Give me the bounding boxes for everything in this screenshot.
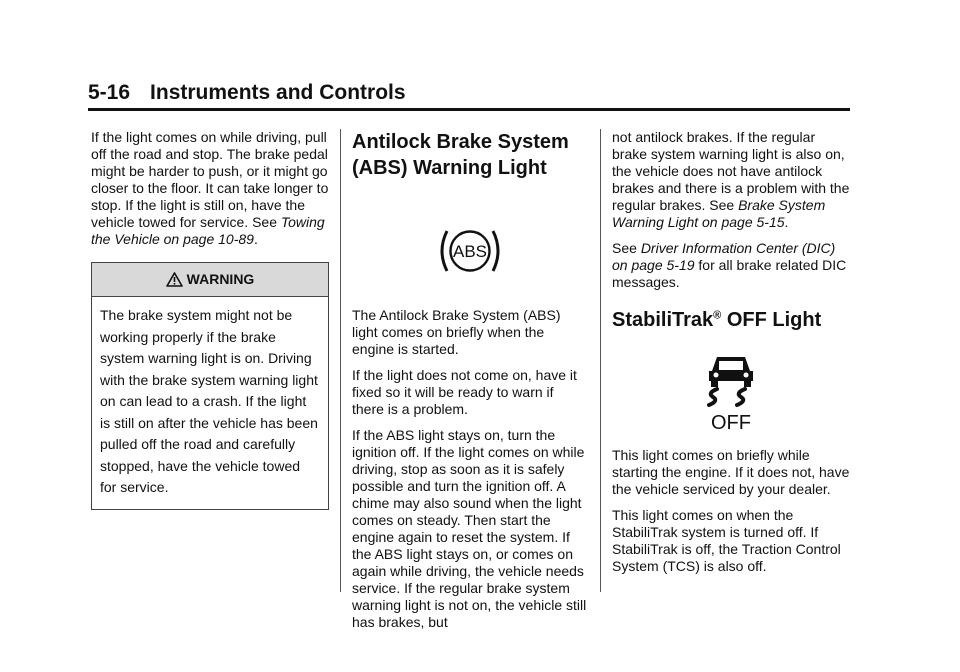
paragraph: If the ABS light stays on, turn the ignition off. If the light comes on while driving, stop as soon as it is safely possible and turn the ignition off. A chime may also sound when the light comes on steady. Then start the engine again to reset the system. If the ABS light stays on, or comes on again while driving, the vehicle needs service. If the regular brake system warning light is not on, the vehicle still has brakes, but bbox=[352, 427, 587, 630]
warning-box bbox=[91, 262, 329, 510]
cross-reference: Towing the Vehicle on page 10-89 bbox=[91, 214, 325, 247]
column-divider bbox=[600, 129, 601, 592]
abs-icon-container bbox=[352, 225, 588, 277]
stabilitrak-heading: StabiliTrak® OFF Light bbox=[612, 309, 822, 331]
warning-header bbox=[92, 263, 328, 297]
warning-triangle-icon bbox=[166, 272, 183, 287]
paragraph: This light comes on briefly while starting the engine. If it does not, have the vehicle serviced by your dealer. bbox=[612, 447, 850, 497]
page-title bbox=[88, 80, 850, 111]
warning-text: The brake system might not be working properly if the brake system warning light is on. Driving with the brake system warning light on can lead to a crash. If the light is still on after the vehicle has been pulled off the road and carefully stopped, have the vehicle towed for service. bbox=[100, 307, 318, 495]
paragraph: not antilock brakes. If the regular brake system warning light is also on, the vehicle does not have antilock brakes and there is a problem with the regular brakes. See Brake System Warning Light on page 5-15. bbox=[612, 129, 850, 230]
cross-reference: Driver Information Center (DIC) on page 5-19 bbox=[612, 240, 836, 273]
stabilitrak-off-icon bbox=[703, 353, 759, 431]
off-icon-label: OFF bbox=[711, 412, 751, 431]
abs-warning-icon bbox=[438, 225, 502, 277]
cross-reference: Brake System Warning Light on page 5-15 bbox=[612, 197, 826, 230]
section-title: Instruments and Controls bbox=[150, 81, 406, 104]
column-2 bbox=[352, 129, 588, 640]
page-number: 5-16 bbox=[88, 81, 131, 104]
paragraph: This light comes on when the StabiliTrak system is turned off. If StabiliTrak is off, the Traction Control System (TCS) is also off. bbox=[612, 507, 841, 574]
warning-title: WARNING bbox=[186, 271, 255, 287]
page-header bbox=[88, 80, 850, 111]
column-divider bbox=[340, 129, 341, 592]
paragraph: The Antilock Brake System (ABS) light comes on briefly when the engine is started. bbox=[352, 307, 561, 357]
abs-icon-label: ABS bbox=[452, 242, 488, 261]
column-1 bbox=[91, 129, 331, 510]
column-3 bbox=[612, 129, 850, 584]
stabilitrak-icon-container bbox=[612, 353, 850, 431]
paragraph: If the light does not come on, have it fixed so it will be ready to warn if there is a problem. bbox=[352, 367, 577, 417]
paragraph: If the light comes on while driving, pull off the road and stop. The brake pedal might be harder to push, or it might go closer to the floor. It can take longer to stop. If the light is still on, have the vehicle towed for service. See Towing the Vehicle on page 10-89. bbox=[91, 129, 329, 247]
paragraph: See Driver Information Center (DIC) on page 5-19 for all brake related DIC messages. bbox=[612, 240, 847, 290]
abs-heading: Antilock Brake System (ABS) Warning Light bbox=[352, 131, 569, 179]
